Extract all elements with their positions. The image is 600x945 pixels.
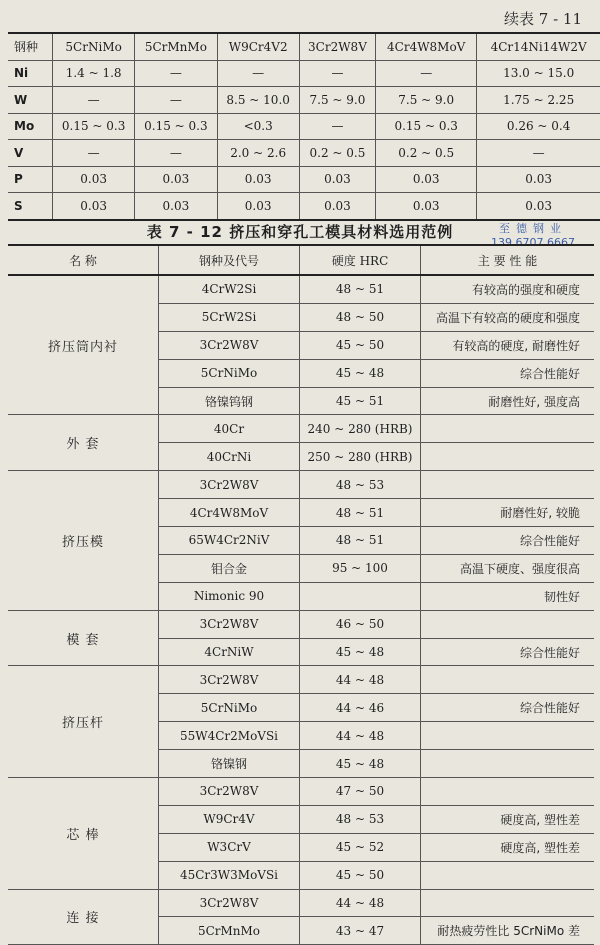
composition-cell: 0.03 [53,193,135,220]
continuation-title: 续表 7 - 11 [503,10,582,28]
hardness-cell: 43 ~ 47 [300,917,421,945]
property-cell: 高温下有较高的硬度和强度 [421,303,595,331]
tool-name-cell: 连 接 [8,889,159,945]
composition-cell: 0.15 ~ 0.3 [135,113,217,140]
tool-name-cell: 外 套 [8,415,159,471]
property-cell: 有较高的强度和硬度 [421,275,595,303]
hardness-cell: 48 ~ 51 [300,499,421,527]
table-row [8,140,600,167]
hardness-cell: 44 ~ 46 [300,694,421,722]
property-cell [421,889,595,917]
property-cell: 耐磨性好, 较脆 [421,499,595,527]
composition-cell: 0.15 ~ 0.3 [376,113,477,140]
steel-grade-cell: 40CrNi [159,443,300,471]
property-cell [421,471,595,499]
composition-cell: 1.4 ~ 1.8 [53,60,135,87]
hardness-cell: 45 ~ 48 [300,359,421,387]
steel-grade-cell: 65W4Cr2NiV [159,527,300,555]
table-7-11-continued [8,32,600,221]
hardness-cell: 250 ~ 280 (HRB) [300,443,421,471]
hardness-cell: 95 ~ 100 [300,554,421,582]
property-cell: 韧性好 [421,582,595,610]
steel-grade-cell: 40Cr [159,415,300,443]
composition-cell: 0.03 [135,193,217,220]
composition-cell: — [135,87,217,114]
table-header-row [8,245,594,275]
table-7-12 [8,244,594,945]
hardness-cell: 44 ~ 48 [300,666,421,694]
property-cell [421,861,595,889]
steel-grade-cell: 3Cr2W8V [159,610,300,638]
composition-cell: — [53,87,135,114]
hardness-cell: 45 ~ 48 [300,638,421,666]
steel-grade-cell: 钼合金 [159,554,300,582]
steel-grade-cell: 3Cr2W8V [159,778,300,806]
hardness-cell: 48 ~ 50 [300,303,421,331]
table-7-12-title: 表 7 - 12 挤压和穿孔工模具材料选用范例 [146,223,454,241]
hardness-cell: 45 ~ 50 [300,331,421,359]
composition-cell: 0.03 [477,166,600,193]
steel-grade-cell: 3Cr2W8V [159,666,300,694]
tool-name-cell: 模 套 [8,610,159,666]
table-row [8,113,600,140]
composition-cell: — [477,140,600,167]
steel-grade-cell: W9Cr4V [159,805,300,833]
steel-grade-cell: 铬镍钨钢 [159,387,300,415]
property-cell [421,778,595,806]
table-row [8,275,594,303]
composition-cell: <0.3 [217,113,299,140]
table-row [8,166,600,193]
property-cell [421,750,595,778]
property-cell [421,722,595,750]
composition-cell: 1.75 ~ 2.25 [477,87,600,114]
composition-cell: — [376,60,477,87]
hardness-cell: 45 ~ 48 [300,750,421,778]
table-row [8,666,594,694]
table-row [8,471,594,499]
composition-cell: 0.03 [217,193,299,220]
steel-grade-cell: Nimonic 90 [159,582,300,610]
composition-cell: — [299,60,375,87]
hardness-cell: 48 ~ 51 [300,527,421,555]
element-label: Mo [8,113,53,140]
table-row [8,415,594,443]
steel-grade-cell: 3Cr2W8V [159,889,300,917]
table-row [8,193,600,220]
property-cell [421,415,595,443]
table-row [8,889,594,917]
steel-grade-cell: 5CrW2Si [159,303,300,331]
column-header: 主 要 性 能 [421,245,595,275]
column-header-grade: 4Cr4W8MoV [376,33,477,60]
composition-cell: — [135,140,217,167]
composition-cell: 0.03 [477,193,600,220]
composition-cell: 8.5 ~ 10.0 [217,87,299,114]
column-header: 名 称 [8,245,159,275]
tool-name-cell: 挤压杆 [8,666,159,778]
property-cell: 耐热疲劳性比 5CrNiMo 差 [421,917,595,945]
steel-grade-cell: 3Cr2W8V [159,331,300,359]
tool-name-cell: 芯 棒 [8,778,159,890]
property-cell: 耐磨性好, 强度高 [421,387,595,415]
property-cell [421,610,595,638]
hardness-cell [300,582,421,610]
steel-grade-cell: 5CrNiMo [159,694,300,722]
composition-cell: 0.2 ~ 0.5 [299,140,375,167]
steel-grade-cell: 5CrNiMo [159,359,300,387]
hardness-cell: 48 ~ 53 [300,805,421,833]
element-label: Ni [8,60,53,87]
column-header-grade: 5CrNiMo [53,33,135,60]
property-cell [421,666,595,694]
composition-cell: 0.03 [53,166,135,193]
composition-cell: 0.2 ~ 0.5 [376,140,477,167]
composition-cell: 7.5 ~ 9.0 [299,87,375,114]
element-label: P [8,166,53,193]
column-header-grade: 4Cr14Ni14W2V [477,33,600,60]
composition-cell: 0.03 [299,193,375,220]
steel-grade-cell: 4CrNiW [159,638,300,666]
composition-cell: 0.03 [376,193,477,220]
composition-cell: 0.03 [299,166,375,193]
hardness-cell: 45 ~ 50 [300,861,421,889]
element-label: V [8,140,53,167]
composition-cell: — [299,113,375,140]
hardness-cell: 46 ~ 50 [300,610,421,638]
steel-grade-cell: 5CrMnMo [159,917,300,945]
property-cell: 有较高的硬度, 耐磨性好 [421,331,595,359]
steel-grade-cell: 3Cr2W8V [159,471,300,499]
steel-grade-cell: 4Cr4W8MoV [159,499,300,527]
composition-cell: 0.15 ~ 0.3 [53,113,135,140]
property-cell: 高温下硬度、强度很高 [421,554,595,582]
hardness-cell: 45 ~ 52 [300,833,421,861]
element-label: W [8,87,53,114]
property-cell: 综合性能好 [421,359,595,387]
hardness-cell: 47 ~ 50 [300,778,421,806]
steel-grade-cell: 4CrW2Si [159,275,300,303]
composition-cell: — [135,60,217,87]
element-label: S [8,193,53,220]
composition-cell: 0.03 [376,166,477,193]
composition-cell: 0.03 [135,166,217,193]
property-cell [421,443,595,471]
composition-cell: 13.0 ~ 15.0 [477,60,600,87]
hardness-cell: 44 ~ 48 [300,889,421,917]
property-cell: 综合性能好 [421,694,595,722]
column-header: 硬度 HRC [300,245,421,275]
steel-grade-cell: 45Cr3W3MoVSi [159,861,300,889]
tool-name-cell: 挤压模 [8,471,159,610]
property-cell: 综合性能好 [421,638,595,666]
table-header-row [8,33,600,60]
property-cell: 硬度高, 塑性差 [421,833,595,861]
table-row [8,778,594,806]
table-row [8,610,594,638]
column-header-steel-type: 钢种 [8,33,53,60]
hardness-cell: 240 ~ 280 (HRB) [300,415,421,443]
column-header-grade: 5CrMnMo [135,33,217,60]
steel-grade-cell: 铬镍钢 [159,750,300,778]
stamp-company: 至德钢业 [499,222,567,235]
steel-grade-cell: 55W4Cr2MoVSi [159,722,300,750]
hardness-cell: 48 ~ 53 [300,471,421,499]
hardness-cell: 45 ~ 51 [300,387,421,415]
hardness-cell: 48 ~ 51 [300,275,421,303]
tool-name-cell: 挤压筒内衬 [8,275,159,415]
composition-cell: 7.5 ~ 9.0 [376,87,477,114]
composition-cell: — [53,140,135,167]
composition-cell: — [217,60,299,87]
property-cell: 综合性能好 [421,527,595,555]
composition-cell: 0.03 [217,166,299,193]
table-row [8,60,600,87]
hardness-cell: 44 ~ 48 [300,722,421,750]
stamp-phone: 139 6707 6667 [491,236,575,249]
composition-cell: 2.0 ~ 2.6 [217,140,299,167]
table-row [8,87,600,114]
column-header-grade: 3Cr2W8V [299,33,375,60]
composition-cell: 0.26 ~ 0.4 [477,113,600,140]
property-cell: 硬度高, 塑性差 [421,805,595,833]
column-header: 钢种及代号 [159,245,300,275]
column-header-grade: W9Cr4V2 [217,33,299,60]
steel-grade-cell: W3CrV [159,833,300,861]
